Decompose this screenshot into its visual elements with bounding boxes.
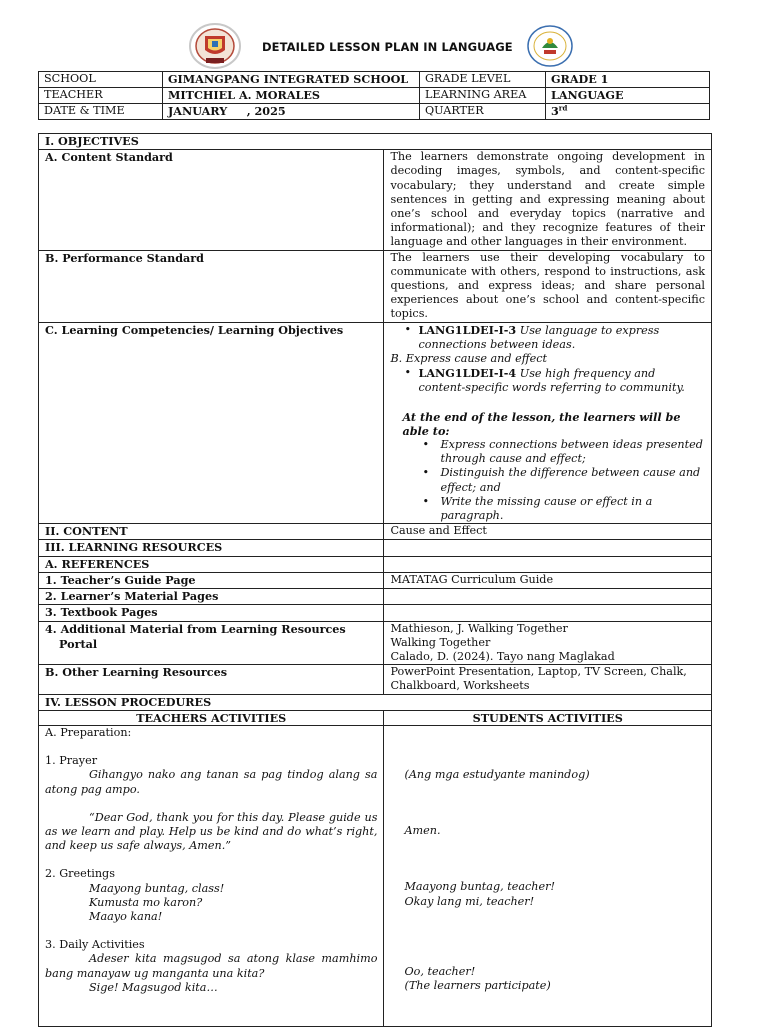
- deped-seal-icon: [524, 24, 576, 68]
- textbook-label: 3. Textbook Pages: [39, 605, 384, 621]
- teachers-guide-value: MATATAG Curriculum Guide: [384, 572, 712, 588]
- competency-item: • LANG1LDEI-I-3 Use language to express connections between ideas.: [390, 323, 705, 352]
- quarter-value: 3rd: [546, 104, 710, 120]
- teacher-value: MITCHIEL A. MORALES: [163, 88, 420, 104]
- other-resources-label: B. Other Learning Resources: [39, 665, 384, 694]
- competency-label: C. Learning Competencies/ Learning Objectives: [39, 322, 384, 524]
- objectives-lead: At the end of the lesson, the learners will be able to:: [402, 409, 681, 438]
- objectives-heading: I. OBJECTIVES: [39, 134, 712, 150]
- lesson-procedures-heading: IV. LESSON PROCEDURES: [39, 694, 712, 710]
- student-activities-cell: (Ang mga estudyante manindog) Amen. Maayong buntag, teacher! Okay lang mi, teacher! Oo, teacher! (The learners participate): [384, 725, 712, 1026]
- student-activities-header: STUDENTS ACTIVITIES: [384, 710, 712, 725]
- lesson-plan-table: [38, 133, 712, 1027]
- competency-subheading: B. Express cause and effect: [390, 352, 548, 366]
- competency-item: • LANG1LDEI-I-4 Use high frequency and content-specific words referring to community.: [390, 366, 705, 395]
- performance-standard-text: The learners use their developing vocabulary to communicate with others, respond to instructions, ask questions, and express ideas; and share personal experiences about one’s school and content-specific topics.: [384, 250, 712, 322]
- references-heading: A. REFERENCES: [39, 556, 384, 572]
- content-standard-label: A. Content Standard: [39, 150, 384, 250]
- grade-label: GRADE LEVEL: [420, 72, 546, 88]
- other-resources-value: PowerPoint Presentation, Laptop, TV Screen, Chalk, Chalkboard, Worksheets: [384, 665, 712, 694]
- teacher-label: TEACHER: [39, 88, 163, 104]
- teacher-activities-header: TEACHERS ACTIVITIES: [39, 710, 384, 725]
- content-standard-text: The learners demonstrate ongoing development in decoding images, symbols, and content-specific vocabulary; they understand and create simple sentences in getting and expressing meaning about one’s school and everyday topics (narrative and informational); and they recognize features of their language and other languages in their environment.: [384, 150, 712, 250]
- school-label: SCHOOL: [39, 72, 163, 88]
- teacher-activities-cell: A. Preparation: 1. Prayer Gihangyo nako ang tanan sa pag tindog alang sa atong pag ampo. “Dear God, thank you for this day. Please guide us as we learn and play. Help us be kind and do what’s right, and keep us safe always, Amen.” 2. Greetings Maayong buntag, class! Kumusta mo karon? Maayo kana! 3. Daily Activities Adeser kita magsugod sa atong klase mamhimo bang manayaw ug manganta una kita? Sige! Magsugod kita…: [39, 725, 384, 1026]
- competency-cell: [384, 322, 712, 524]
- grade-value: GRADE 1: [546, 72, 710, 88]
- teachers-guide-label: 1. Teacher’s Guide Page: [39, 572, 384, 588]
- learning-resources-heading: III. LEARNING RESOURCES: [39, 540, 384, 556]
- objective-item: • Write the missing cause or effect in a paragraph.: [390, 495, 705, 523]
- objective-item: • Distinguish the difference between cause and effect; and: [390, 466, 705, 494]
- content-label: II. CONTENT: [39, 524, 384, 540]
- additional-material-label: 4. Additional Material from Learning Resources Portal: [39, 621, 384, 665]
- performance-standard-label: B. Performance Standard: [39, 250, 384, 322]
- area-label: LEARNING AREA: [420, 88, 546, 104]
- school-value: GIMANGPANG INTEGRATED SCHOOL: [163, 72, 420, 88]
- date-label: DATE & TIME: [39, 104, 163, 120]
- quarter-label: QUARTER: [420, 104, 546, 120]
- school-seal-icon: [188, 22, 242, 70]
- document-header: [0, 0, 768, 70]
- date-value: JANUARY , 2025: [163, 104, 420, 120]
- info-table: [38, 71, 710, 120]
- additional-material-value: Mathieson, J. Walking Together Walking Together Calado, D. (2024). Tayo nang Maglakad: [384, 621, 712, 665]
- objective-item: • Express connections between ideas presented through cause and effect;: [390, 438, 705, 466]
- document-title: DETAILED LESSON PLAN IN LANGUAGE: [262, 40, 513, 54]
- content-value: Cause and Effect: [384, 524, 712, 540]
- area-value: LANGUAGE: [546, 88, 710, 104]
- learners-material-label: 2. Learner’s Material Pages: [39, 589, 384, 605]
